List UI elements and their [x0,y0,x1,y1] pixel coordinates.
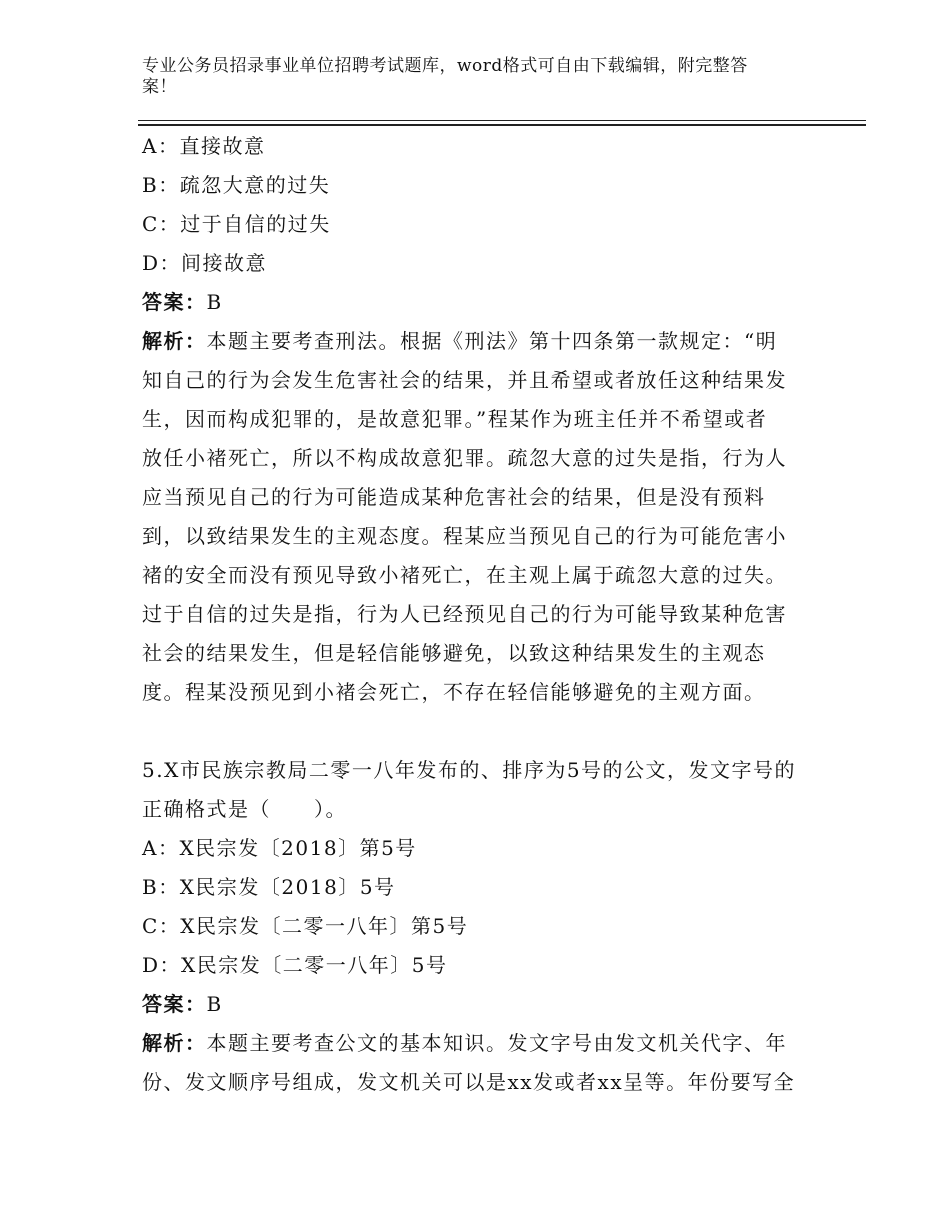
q4-answer [142,283,822,322]
q4-analysis-line: 度。程某没预见到小褚会死亡，不存在轻信能够避免的主观方面。 [142,680,766,704]
page-header [142,56,792,98]
q5-answer [142,985,822,1024]
q4-option-a: A：直接故意 [142,134,266,158]
q5-analysis-line [142,1024,822,1063]
q5-question-line: 正确格式是（ ）。 [142,797,347,821]
header-rule-thin [138,120,866,121]
document-body [142,127,822,1102]
q4-analysis-line: 生，因而构成犯罪的，是故意犯罪。”程某作为班主任并不希望或者 [142,407,768,431]
q4-option-b: B：疏忽大意的过失 [142,173,331,197]
q4-answer-label: 答案： [142,290,207,314]
q5-option-d: D：X民宗发〔二零一八年〕5号 [142,953,448,977]
question-spacer [142,712,822,751]
q4-option-c: C：过于自信的过失 [142,212,331,236]
q5-question-line: 5.X市民族宗教局二零一八年发布的、排序为5号的公文，发文字号的 [142,758,797,782]
q5-analysis-text: 本题主要考查公文的基本知识。发文字号由发文机关代字、年 [206,1031,787,1055]
q4-analysis-line: 应当预见自己的行为可能造成某种危害社会的结果，但是没有预料 [142,485,766,509]
header-line-1: 专业公务员招录事业单位招聘考试题库，word格式可自由下载编辑，附完整答 [142,56,748,76]
q4-answer-value: B [206,290,223,314]
q4-analysis-line: 社会的结果发生，但是轻信能够避免，以致这种结果发生的主观态 [142,641,766,665]
q4-option-d: D：间接故意 [142,251,268,275]
q5-answer-label: 答案： [142,992,207,1016]
q4-analysis-line: 褚的安全而没有预见导致小褚死亡，在主观上属于疏忽大意的过失。 [142,563,787,587]
q5-answer-value: B [206,992,223,1016]
q4-analysis-line: 过于自信的过失是指，行为人已经预见自己的行为可能导致某种危害 [142,602,787,626]
q5-option-a: A：X民宗发〔2018〕第5号 [142,836,417,860]
q5-option-c: C：X民宗发〔二零一八年〕第5号 [142,914,469,938]
q4-analysis-line: 放任小褚死亡，所以不构成故意犯罪。疏忽大意的过失是指，行为人 [142,446,787,470]
q5-analysis-label: 解析： [142,1031,207,1055]
q5-analysis-line: 份、发文顺序号组成，发文机关可以是xx发或者xx呈等。年份要写全 [142,1070,796,1094]
q5-option-b: B：X民宗发〔2018〕5号 [142,875,396,899]
q4-analysis-label: 解析： [142,329,207,353]
q4-analysis-text: 本题主要考查刑法。根据《刑法》第十四条第一款规定：“明 [206,329,778,353]
q4-analysis-line: 到，以致结果发生的主观态度。程某应当预见自己的行为可能危害小 [142,524,787,548]
header-line-2: 案！ [142,77,177,97]
q4-analysis-line: 知自己的行为会发生危害社会的结果，并且希望或者放任这种结果发 [142,368,787,392]
header-rule-thick [138,124,866,126]
q4-analysis-line [142,322,822,361]
